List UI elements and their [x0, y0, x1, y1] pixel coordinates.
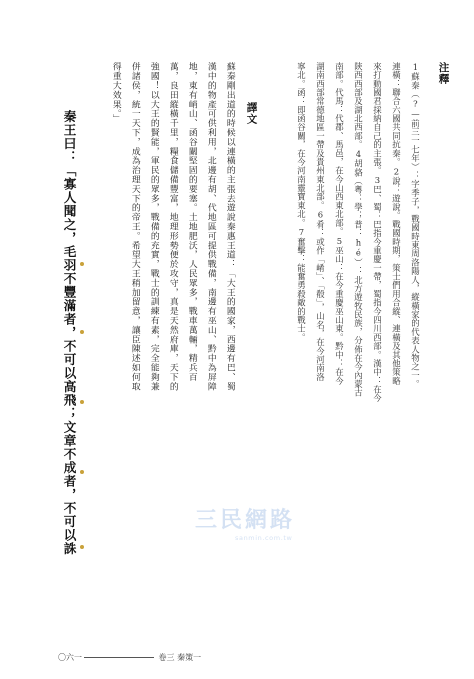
- notes-heading: 注釋: [437, 62, 450, 85]
- translation-column-7: 得重大效果。」: [110, 62, 121, 124]
- annotation-marker: [80, 545, 84, 549]
- translation-column-5: 強國！以大王的賢能，軍民的眾多，戰備的充實，戰士的訓練有素，完全能夠兼: [148, 62, 159, 391]
- note-column-6: 湖南西部常德地區一帶及貴州東北部。6肴：或作「崤」、「殽」，山名，在今河南洛: [315, 62, 326, 382]
- section-label: 卷三: [158, 653, 175, 662]
- original-text-column: 秦王曰：「寡人聞之，毛羽不豐滿者，不可以高飛；文章不成者，不可以誅: [61, 110, 77, 556]
- note-column-5: 南部。代馬：代郡、馬邑，在今山西東北部。5巫山：在今重慶巫山東。黔中：在今: [334, 62, 345, 386]
- translation-column-6: 併諸侯，統一天下，成為治理天下的帝王。希望大王稍加留意，讓臣陳述如何取: [129, 62, 140, 391]
- note-column-7: 寧北。函：即函谷關，在今河南靈寶東北。7奮擊：能奮勇殺敵的戰士。: [296, 62, 307, 342]
- watermark-text: 三民網路: [195, 508, 296, 533]
- translation-column-4: 萬，良田縱橫千里，糧食儲備豐富，地理形勢便於攻守，真是天然府庫，天下的: [167, 62, 178, 391]
- watermark-url: sanmin.com.tw: [235, 534, 293, 542]
- footer-rule: [84, 657, 154, 658]
- page-footer: [58, 652, 201, 663]
- translation-column-3: 地，東有峭山、函谷關堅固的要塞。土地肥沃，人民眾多，戰車萬輛，精兵百: [186, 62, 197, 382]
- annotation-marker: [80, 330, 84, 334]
- translation-column-1: 蘇秦剛出道的時候以連橫的主張去遊說秦惠王道：「大王的國家，西邊有巴、蜀: [224, 62, 235, 391]
- note-column-2: 連橫：聯合六國共同抗秦。2說：遊說。戰國時期，策士們用合縱、連橫及其他策略: [391, 62, 402, 386]
- note-column-1: 1蘇秦（?—前三一七年）：字季子，戰國時東周洛陽人，縱橫家的代表人物之一。: [410, 62, 421, 389]
- annotation-marker: [80, 400, 84, 404]
- note-column-3: 來打動國君採納自己的主張。3巴、蜀：巴指今重慶一帶，蜀指今四川西部。漢中：在今: [372, 62, 383, 403]
- watermark: [195, 503, 295, 542]
- note-column-4: 陝西西部及湖北西部。4胡貉（粵：學；普：hé）：北方遊牧民族，分佈在今內蒙古: [353, 62, 364, 398]
- page-number: 〇六一: [58, 653, 82, 662]
- annotation-marker: [80, 470, 84, 474]
- translation-column-2: 漢中的物產可供利用，北邊有胡、代地區可提供戰備，南邊有巫山、黔中為屏障: [205, 62, 216, 391]
- translation-heading: 譯文: [245, 102, 258, 125]
- annotation-marker: [80, 262, 84, 266]
- chapter-label: 秦策一: [177, 653, 202, 662]
